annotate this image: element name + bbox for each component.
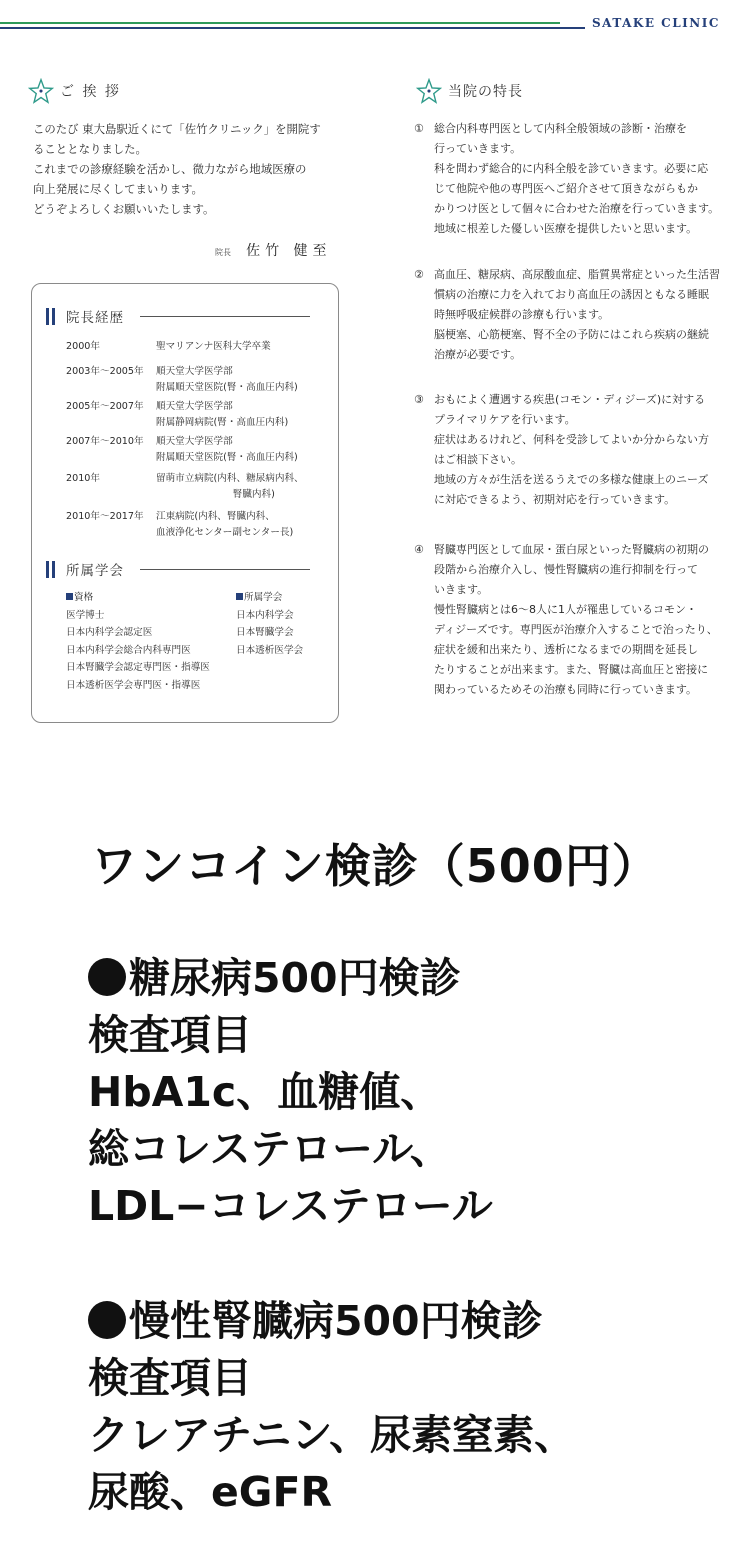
greeting-text	[33, 119, 378, 219]
career-desc: 附属順天堂医院(腎・高血圧内科)	[156, 452, 298, 463]
feature-line: 関わっているためその治療も同時に行っていきます。	[434, 683, 698, 696]
career-desc: 腎臓内科)	[156, 489, 275, 500]
items-heading: 検査項目	[88, 1354, 252, 1402]
header-blue-line	[0, 27, 585, 29]
feature-line: 時無呼吸症候群の診療も行います。	[434, 308, 610, 321]
feature-line: たりすることが出来ます。また、腎臓は高血圧と密接に	[434, 663, 709, 676]
list-item: 日本内科学会総合内科専門医	[66, 644, 191, 656]
star-icon	[416, 78, 442, 104]
feature-line: おもによく遭遇する疾患(コモン・ディジーズ)に対する	[434, 393, 706, 406]
features-heading-label: 当院の特長	[448, 84, 523, 100]
feature-line: 科を問わず総合的に内科全般を診ていきます。必要に応	[434, 162, 709, 175]
star-icon	[28, 78, 54, 104]
career-box	[31, 283, 339, 723]
career-desc: 聖マリアンナ医科大学卒業	[156, 341, 271, 352]
feature-number: ③	[414, 393, 424, 406]
feature-line: 脳梗塞、心筋梗塞、腎不全の予防にはこれら疾病の継続	[434, 328, 709, 341]
list-item: 医学博士	[66, 609, 105, 621]
feature-line: に対応できるよう、初期対応を行っていきます。	[434, 493, 676, 506]
society-heading	[46, 559, 310, 579]
divider	[140, 569, 310, 570]
feature-line: 高血圧、糖尿病、高尿酸血症、脂質異常症といった生活習	[434, 268, 720, 281]
greeting-line: これまでの診療経験を活かし、微力ながら地域医療の	[33, 162, 307, 176]
signature-role: 院長	[215, 248, 231, 257]
feature-number: ②	[414, 268, 424, 281]
items-heading: 検査項目	[88, 1011, 252, 1059]
career-year: 2010年〜2017年	[66, 511, 144, 522]
career-desc: 留萌市立病院(内科、糖尿病内科、	[156, 473, 304, 484]
feature-line: はご相談下さい。	[434, 453, 522, 466]
feature-number: ④	[414, 543, 424, 556]
list-item: 日本腎臓学会認定専門医・指導医	[66, 662, 210, 673]
career-year: 2010年	[66, 473, 101, 484]
feature-line: 腎臓専門医として血尿・蛋白尿といった腎臓病の初期の	[434, 543, 709, 556]
feature-line: いきます。	[434, 583, 489, 596]
greeting-line: どうぞよろしくお願いいたします。	[33, 202, 215, 216]
greeting-line: ることとなりました。	[33, 142, 147, 156]
feature-line: 総合内科専門医として内科全般領域の診断・治療を	[434, 122, 687, 135]
feature-line: 行っていきます。	[434, 142, 522, 155]
feature-item	[414, 265, 734, 370]
career-desc: 江東病院(内科、腎臓内科、	[156, 511, 275, 522]
checkup-item-line: HbA1c、血糖値、	[88, 1068, 442, 1116]
feature-line: ディジーズです。専門医が治療介入することで治ったり、	[434, 623, 718, 636]
career-desc: 順天堂大学医学部	[156, 401, 233, 412]
clinic-name: SATAKE CLINIC	[592, 16, 720, 30]
bullet-dot-icon	[88, 958, 126, 996]
feature-item	[414, 119, 734, 244]
signature-name: 佐竹 健至	[246, 243, 332, 259]
memberships-title: 所属学会	[244, 592, 283, 603]
bullet-square-icon	[66, 593, 73, 600]
bullet-square-icon	[236, 593, 243, 600]
list-item: 日本透析医学会専門医・指導医	[66, 679, 201, 691]
career-desc: 順天堂大学医学部	[156, 436, 233, 447]
list-item: 日本内科学会	[236, 609, 294, 621]
qualifications-list	[66, 589, 210, 694]
checkup-item-line: 総コレステロール、	[88, 1125, 451, 1173]
signature	[215, 240, 332, 260]
feature-line: 症状はあるけれど、何科を受診してよいか分からない方	[434, 433, 709, 446]
feature-line: 治療が必要です。	[434, 348, 522, 361]
checkup-title: ワンコイン検診（500円）	[91, 839, 659, 893]
society-heading-label: 所属学会	[66, 563, 124, 579]
feature-number: ①	[414, 122, 424, 135]
qualifications-title: 資格	[74, 592, 94, 603]
career-desc: 附属静岡病院(腎・高血圧内科)	[156, 417, 289, 428]
feature-line: 段階から治療介入し、慢性腎臓病の進行抑制を行って	[434, 563, 698, 576]
feature-line: かりつけ医として個々に合わせた治療を行っていきます。	[434, 202, 720, 215]
feature-line: 症状を緩和出来たり、透析になるまでの期間を延長し	[434, 643, 698, 656]
greeting-line: 向上発展に尽くしてまいります。	[33, 182, 203, 196]
checkup-item-line: 尿酸、eGFR	[88, 1468, 333, 1516]
feature-line: プライマリケアを行います。	[434, 413, 576, 426]
career-desc: 附属順天堂医院(腎・高血圧内科)	[156, 382, 298, 393]
checkup-item-line: クレアチニン、尿素窒素、	[88, 1411, 576, 1459]
checkup-item-line: LDL−コレステロール	[88, 1182, 493, 1230]
career-year: 2000年	[66, 341, 101, 352]
greeting-heading-label: ご 挨 拶	[60, 84, 121, 100]
career-desc: 血液浄化センター副センター長)	[156, 527, 294, 538]
career-year: 2003年〜2005年	[66, 366, 144, 377]
list-item: 日本腎臓学会	[236, 627, 294, 638]
feature-line: じて他院や他の専門医へご紹介させて頂きながらもか	[434, 182, 698, 195]
career-heading-label: 院長経歴	[66, 310, 124, 326]
career-desc: 順天堂大学医学部	[156, 366, 233, 377]
career-year: 2007年〜2010年	[66, 436, 144, 447]
feature-item	[414, 540, 734, 705]
divider	[140, 316, 310, 317]
bullet-dot-icon	[88, 1301, 126, 1339]
greeting-heading	[28, 78, 121, 104]
feature-line: 地域の方々が生活を送るうえでの多様な健康上のニーズ	[434, 473, 709, 486]
features-heading	[416, 78, 523, 104]
list-item: 日本内科学会認定医	[66, 627, 153, 638]
ckd-checkup-block	[88, 1293, 575, 1521]
list-item: 日本透析医学会	[236, 644, 304, 656]
feature-line: 地域に根差した優しい医療を提供したいと思います。	[434, 222, 698, 235]
feature-line: 慣病の治療に力を入れており高血圧の誘因ともなる睡眠	[434, 288, 709, 301]
career-year: 2005年〜2007年	[66, 401, 144, 412]
header-green-line	[0, 22, 560, 24]
greeting-line: このたび 東大島駅近くにて「佐竹クリニック」を開院す	[33, 122, 321, 136]
career-heading	[46, 306, 310, 326]
diabetes-checkup-block	[88, 950, 493, 1235]
ckd-checkup-title: 慢性腎臓病500円検診	[129, 1297, 543, 1345]
diabetes-checkup-title: 糖尿病500円検診	[129, 954, 461, 1002]
feature-line: 慢性腎臓病とは6〜8人に1人が罹患しているコモン・	[434, 603, 697, 616]
feature-item	[414, 390, 734, 515]
memberships-list	[236, 589, 303, 659]
